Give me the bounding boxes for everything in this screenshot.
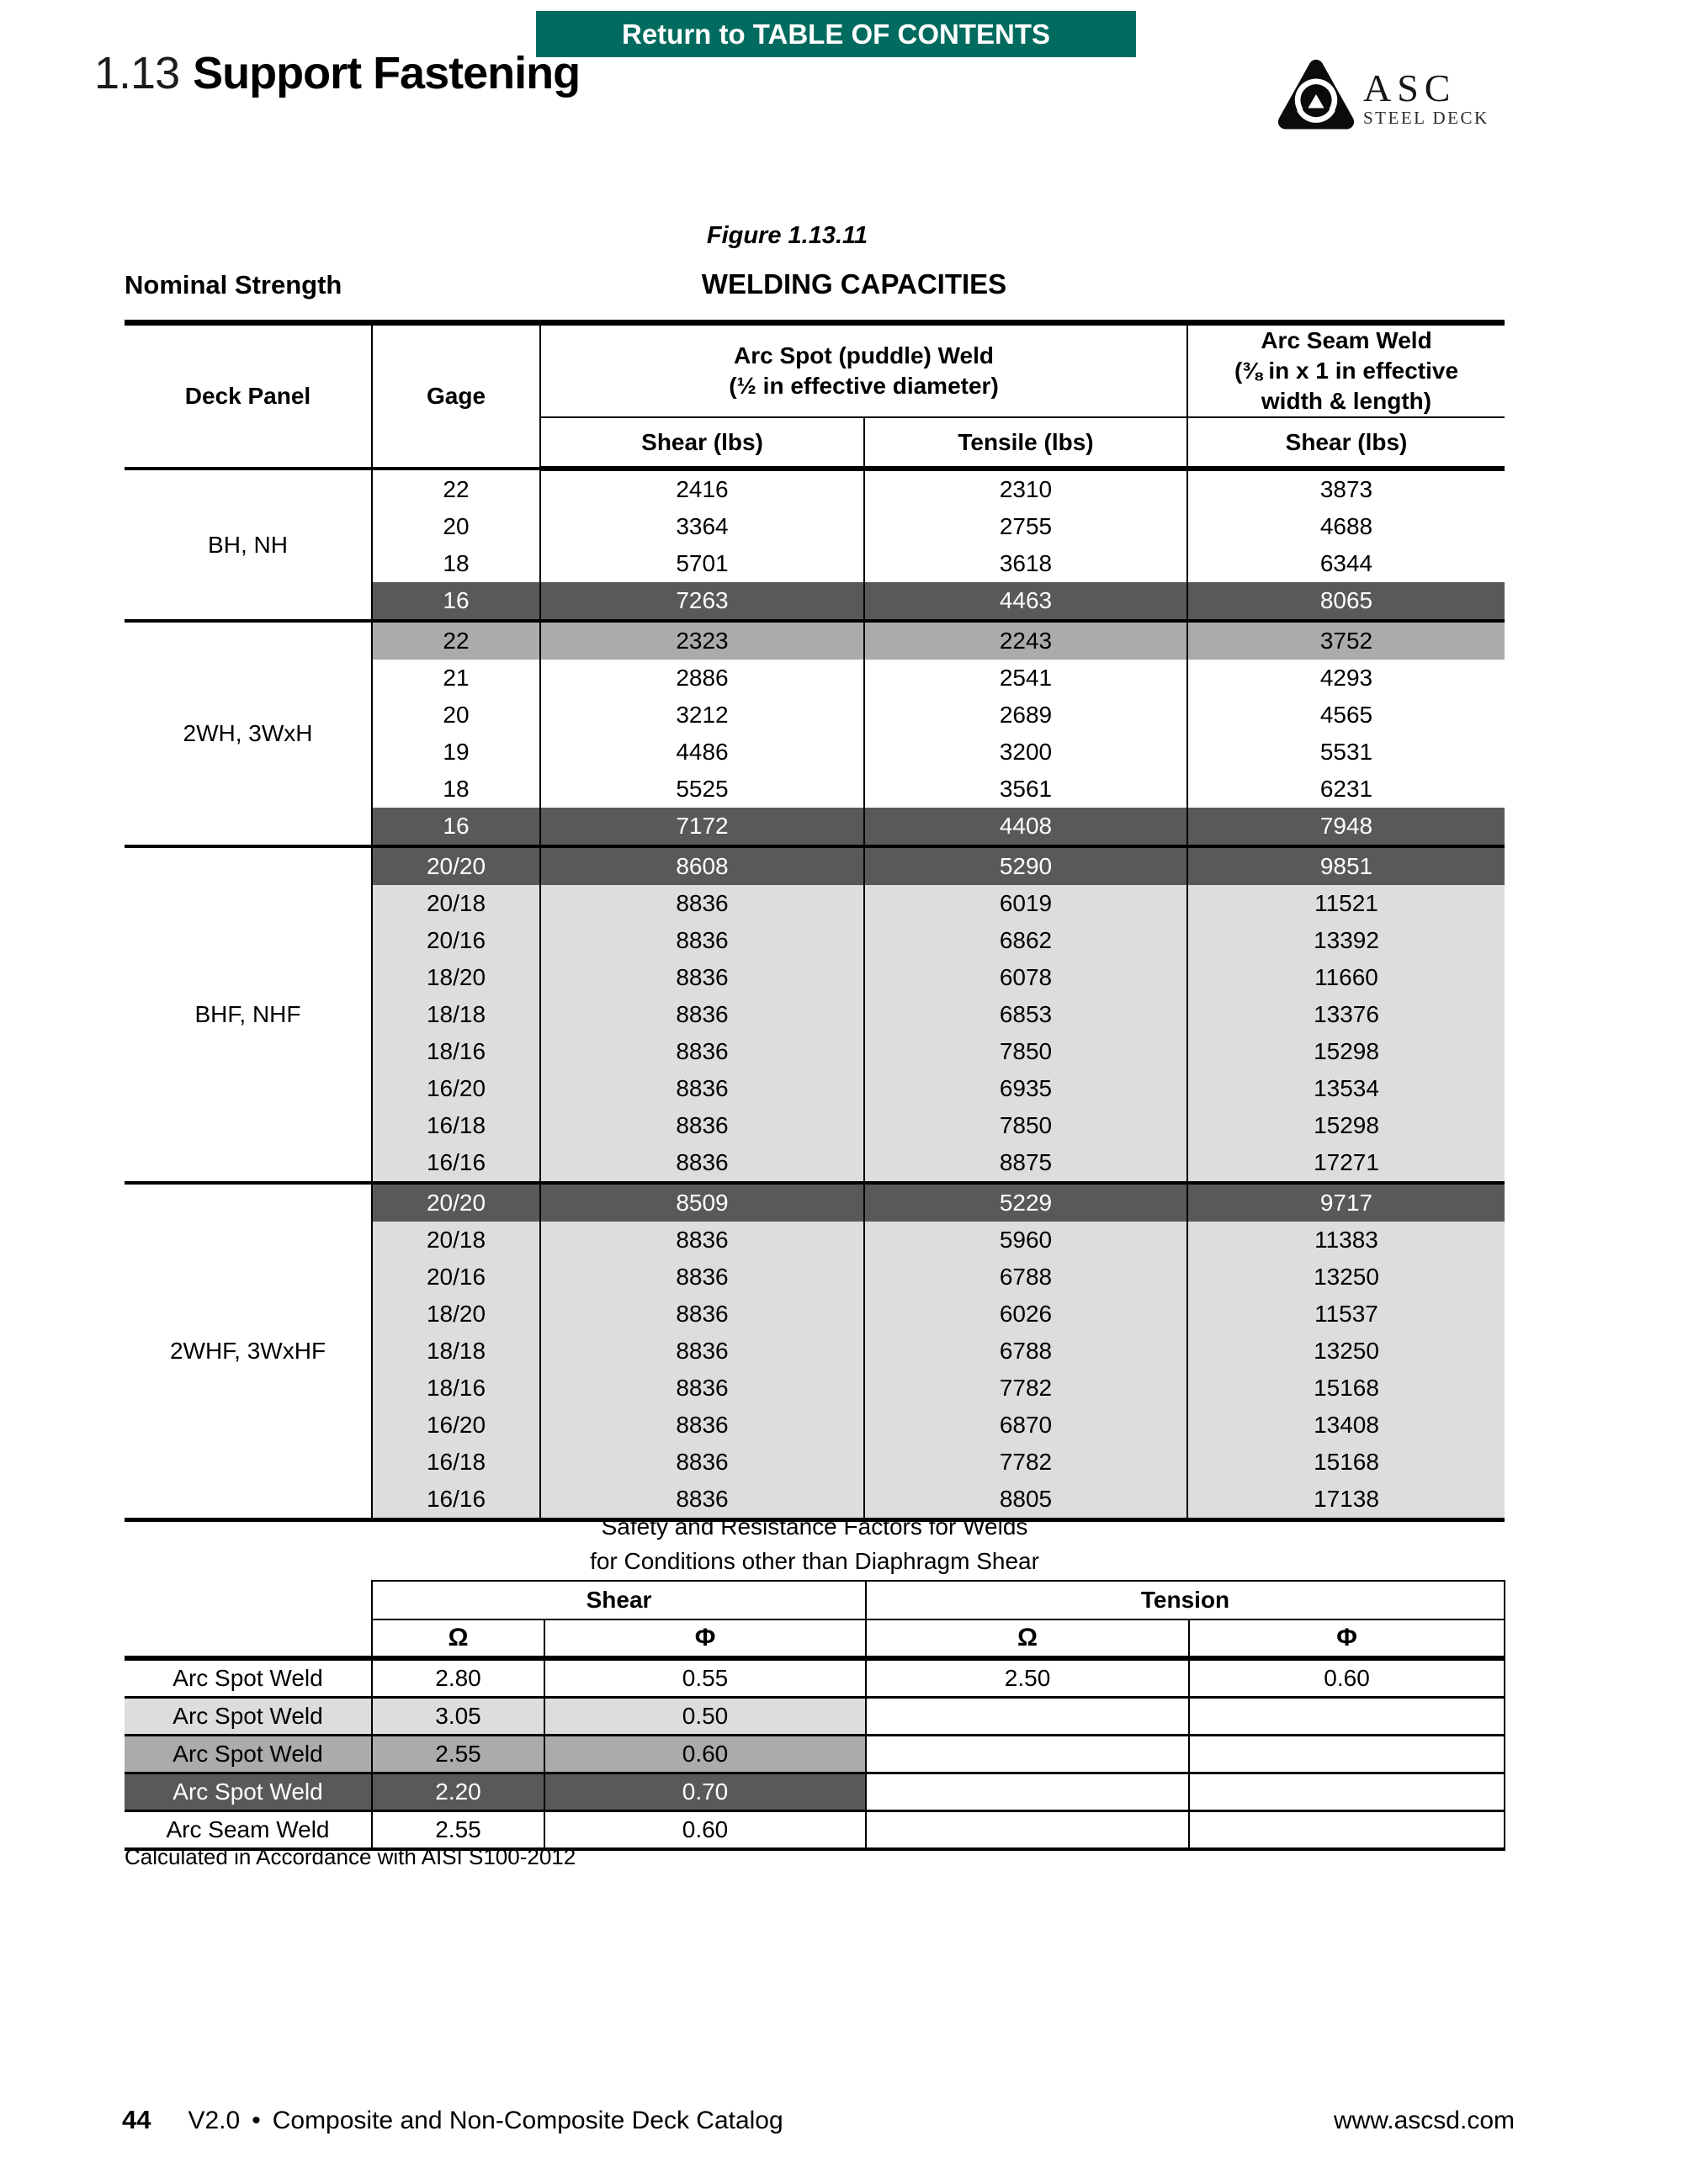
tension-phi-cell [1189, 1698, 1505, 1736]
shear-cell: 8836 [540, 1070, 864, 1107]
gage-cell: 16/16 [372, 1481, 540, 1520]
catalog-version: V2.0 [188, 2107, 241, 2134]
seam-shear-cell: 17138 [1187, 1481, 1505, 1520]
tensile-cell: 2310 [864, 469, 1187, 508]
shear-cell: 8836 [540, 959, 864, 996]
arc-seam-weld-header-line3: width & length) [1261, 388, 1432, 414]
seam-shear-cell: 6344 [1187, 545, 1505, 582]
tension-phi-cell [1189, 1736, 1505, 1773]
gage-cell: 18/16 [372, 1370, 540, 1407]
tensile-cell: 7782 [864, 1444, 1187, 1481]
shear-cell: 2886 [540, 660, 864, 697]
tensile-cell: 2689 [864, 697, 1187, 734]
shear-cell: 8836 [540, 1296, 864, 1333]
shear-cell: 8836 [540, 1407, 864, 1444]
seam-shear-cell: 6231 [1187, 771, 1505, 808]
tensile-cell: 6862 [864, 922, 1187, 959]
seam-shear-cell: 8065 [1187, 582, 1505, 621]
tensile-cell: 6026 [864, 1296, 1187, 1333]
factors-title-line2: for Conditions other than Diaphragm Shear [590, 1548, 1039, 1574]
shear-omega-cell: 2.55 [372, 1736, 544, 1773]
table-row [125, 1183, 1505, 1222]
shear-cell: 8836 [540, 1107, 864, 1144]
gage-cell: 20/18 [372, 1222, 540, 1259]
shear-cell: 8836 [540, 1333, 864, 1370]
seam-shear-cell: 15168 [1187, 1370, 1505, 1407]
catalog-name: Composite and Non-Composite Deck Catalog [272, 2107, 783, 2134]
tension-group-header: Tension [866, 1581, 1505, 1619]
gage-cell: 22 [372, 621, 540, 660]
shear-omega-cell: 3.05 [372, 1698, 544, 1736]
gage-cell: 18/16 [372, 1033, 540, 1070]
arc-seam-weld-header-line1: Arc Seam Weld [1261, 327, 1432, 353]
weld-type-cell: Arc Spot Weld [125, 1736, 372, 1773]
seam-shear-cell: 11521 [1187, 885, 1505, 922]
shear-omega-cell: 2.55 [372, 1811, 544, 1850]
nominal-strength-heading: Nominal Strength [125, 270, 342, 300]
tension-omega-cell [866, 1736, 1189, 1773]
deck-panel-cell: BH, NH [125, 469, 372, 621]
seam-shear-cell: 5531 [1187, 734, 1505, 771]
tensile-cell: 4408 [864, 808, 1187, 846]
weld-type-cell: Arc Spot Weld [125, 1658, 372, 1698]
tension-omega-cell [866, 1698, 1189, 1736]
safety-resistance-factors-table [125, 1580, 1505, 1851]
shear-cell: 8836 [540, 996, 864, 1033]
seam-shear-cell: 17271 [1187, 1144, 1505, 1183]
shear-cell: 8836 [540, 1033, 864, 1070]
tensile-cell: 7782 [864, 1370, 1187, 1407]
section-title: Support Fastening [193, 48, 581, 98]
asc-logo-name: ASC [1363, 66, 1457, 109]
gage-cell: 19 [372, 734, 540, 771]
gage-cell: 16/16 [372, 1144, 540, 1183]
seam-shear-subheader: Shear (lbs) [1187, 417, 1505, 469]
tension-omega-header: Ω [866, 1619, 1189, 1658]
arc-spot-weld-header-line2: (½ in effective diameter) [729, 373, 999, 399]
page-footer [122, 2105, 1515, 2135]
factors-row [125, 1773, 1505, 1811]
shear-omega-cell: 2.20 [372, 1773, 544, 1811]
seam-shear-cell: 15168 [1187, 1444, 1505, 1481]
shear-phi-cell: 0.70 [544, 1773, 866, 1811]
deck-panel-cell: BHF, NHF [125, 846, 372, 1183]
deck-panel-group [125, 846, 1505, 1183]
seam-shear-cell: 11660 [1187, 959, 1505, 996]
shear-cell: 8608 [540, 846, 864, 885]
seam-shear-cell: 4688 [1187, 508, 1505, 545]
tensile-cell: 2755 [864, 508, 1187, 545]
tension-phi-cell [1189, 1773, 1505, 1811]
weld-type-cell: Arc Spot Weld [125, 1773, 372, 1811]
tension-phi-header: Φ [1189, 1619, 1505, 1658]
tensile-cell: 8875 [864, 1144, 1187, 1183]
tensile-cell: 3561 [864, 771, 1187, 808]
shear-cell: 8836 [540, 1144, 864, 1183]
weld-type-cell: Arc Spot Weld [125, 1698, 372, 1736]
arc-spot-weld-header [540, 323, 1187, 418]
shear-phi-cell: 0.50 [544, 1698, 866, 1736]
gage-cell: 18/18 [372, 1333, 540, 1370]
seam-shear-cell: 15298 [1187, 1107, 1505, 1144]
tensile-cell: 6078 [864, 959, 1187, 996]
welding-capacities-heading: WELDING CAPACITIES [701, 268, 1007, 300]
shear-cell: 8836 [540, 1222, 864, 1259]
deck-panel-cell: 2WH, 3WxH [125, 621, 372, 846]
shear-cell: 7172 [540, 808, 864, 846]
gage-cell: 18/18 [372, 996, 540, 1033]
shear-cell: 5525 [540, 771, 864, 808]
factors-corner-blank [125, 1619, 372, 1658]
shear-cell: 3212 [540, 697, 864, 734]
tensile-cell: 6019 [864, 885, 1187, 922]
asc-logo [1276, 57, 1489, 138]
tensile-cell: 6870 [864, 1407, 1187, 1444]
website-link[interactable]: www.ascsd.com [1333, 2107, 1515, 2134]
section-number: 1.13 [94, 48, 180, 98]
seam-shear-cell: 13376 [1187, 996, 1505, 1033]
tensile-cell: 5960 [864, 1222, 1187, 1259]
gage-cell: 18 [372, 771, 540, 808]
shear-cell: 8836 [540, 1370, 864, 1407]
weld-type-cell: Arc Seam Weld [125, 1811, 372, 1850]
gage-cell: 21 [372, 660, 540, 697]
seam-shear-cell: 13408 [1187, 1407, 1505, 1444]
seam-shear-cell: 11383 [1187, 1222, 1505, 1259]
shear-phi-cell: 0.55 [544, 1658, 866, 1698]
seam-shear-cell: 13534 [1187, 1070, 1505, 1107]
deck-panel-group [125, 621, 1505, 846]
tensile-cell: 2541 [864, 660, 1187, 697]
page-title [94, 47, 580, 99]
shear-omega-header: Ω [372, 1619, 544, 1658]
tensile-cell: 3618 [864, 545, 1187, 582]
gage-cell: 20/20 [372, 846, 540, 885]
tensile-cell: 8805 [864, 1481, 1187, 1520]
shear-cell: 8836 [540, 922, 864, 959]
deck-panel-group [125, 469, 1505, 621]
arc-seam-weld-header-line2: (⅜ in x 1 in effective [1234, 358, 1459, 384]
seam-shear-cell: 9717 [1187, 1183, 1505, 1222]
gage-cell: 16/20 [372, 1407, 540, 1444]
gage-cell: 20 [372, 508, 540, 545]
table-row [125, 469, 1505, 508]
seam-shear-cell: 3752 [1187, 621, 1505, 660]
factors-table-title [125, 1509, 1505, 1578]
gage-cell: 20 [372, 697, 540, 734]
shear-subheader: Shear (lbs) [540, 417, 864, 469]
footnote: Calculated in Accordance with AISI S100-2012 [125, 1844, 576, 1869]
tensile-cell: 2243 [864, 621, 1187, 660]
tension-phi-cell: 0.60 [1189, 1658, 1505, 1698]
seam-shear-cell: 15298 [1187, 1033, 1505, 1070]
gage-cell: 20/16 [372, 1259, 540, 1296]
shear-cell: 2323 [540, 621, 864, 660]
shear-group-header: Shear [372, 1581, 866, 1619]
seam-shear-cell: 4293 [1187, 660, 1505, 697]
shear-phi-cell: 0.60 [544, 1811, 866, 1850]
seam-shear-cell: 13250 [1187, 1259, 1505, 1296]
factors-row [125, 1658, 1505, 1698]
shear-cell: 8509 [540, 1183, 864, 1222]
shear-cell: 8836 [540, 1259, 864, 1296]
shear-cell: 4486 [540, 734, 864, 771]
gage-header: Gage [372, 323, 540, 469]
tension-phi-cell [1189, 1811, 1505, 1850]
gage-cell: 16/20 [372, 1070, 540, 1107]
tensile-cell: 6853 [864, 996, 1187, 1033]
deck-panel-group [125, 1183, 1505, 1520]
seam-shear-cell: 7948 [1187, 808, 1505, 846]
deck-panel-cell: 2WHF, 3WxHF [125, 1183, 372, 1520]
factors-title-line1: Safety and Resistance Factors for Welds [601, 1513, 1028, 1540]
tension-omega-cell: 2.50 [866, 1658, 1189, 1698]
welding-capacities-table [125, 320, 1505, 1522]
gage-cell: 20/16 [372, 922, 540, 959]
shear-omega-cell: 2.80 [372, 1658, 544, 1698]
deck-panel-header: Deck Panel [184, 383, 311, 409]
seam-shear-cell: 3873 [1187, 469, 1505, 508]
shear-cell: 8836 [540, 885, 864, 922]
tension-omega-cell [866, 1811, 1189, 1850]
gage-cell: 18/20 [372, 959, 540, 996]
shear-cell: 8836 [540, 1444, 864, 1481]
seam-shear-cell: 11537 [1187, 1296, 1505, 1333]
tensile-cell: 6935 [864, 1070, 1187, 1107]
tensile-cell: 7850 [864, 1107, 1187, 1144]
shear-cell: 3364 [540, 508, 864, 545]
shear-phi-cell: 0.60 [544, 1736, 866, 1773]
table-row [125, 621, 1505, 660]
seam-shear-cell: 13392 [1187, 922, 1505, 959]
shear-cell: 2416 [540, 469, 864, 508]
tensile-cell: 4463 [864, 582, 1187, 621]
tensile-cell: 7850 [864, 1033, 1187, 1070]
page-number: 44 [122, 2105, 151, 2134]
tensile-subheader: Tensile (lbs) [864, 417, 1187, 469]
gage-cell: 18 [372, 545, 540, 582]
gage-cell: 20/20 [372, 1183, 540, 1222]
gage-cell: 16 [372, 808, 540, 846]
tension-omega-cell [866, 1773, 1189, 1811]
gage-cell: 16 [372, 582, 540, 621]
tensile-cell: 3200 [864, 734, 1187, 771]
table-row [125, 846, 1505, 885]
return-to-toc-button[interactable]: Return to TABLE OF CONTENTS [536, 11, 1136, 57]
asc-logo-subname: STEEL DECK [1363, 107, 1489, 128]
tensile-cell: 5229 [864, 1183, 1187, 1222]
gage-cell: 16/18 [372, 1107, 540, 1144]
figure-caption: Figure 1.13.11 [706, 222, 868, 249]
arc-spot-weld-header-line1: Arc Spot (puddle) Weld [733, 342, 995, 368]
gage-cell: 16/18 [372, 1444, 540, 1481]
factors-row [125, 1698, 1505, 1736]
shear-cell: 7263 [540, 582, 864, 621]
tensile-cell: 6788 [864, 1259, 1187, 1296]
arc-seam-weld-header [1187, 323, 1505, 418]
shear-cell: 5701 [540, 545, 864, 582]
factors-corner-blank [125, 1581, 372, 1619]
shear-phi-header: Φ [544, 1619, 866, 1658]
asc-logo-text [1363, 66, 1489, 128]
seam-shear-cell: 13250 [1187, 1333, 1505, 1370]
footer-bullet: • [252, 2107, 261, 2134]
gage-cell: 22 [372, 469, 540, 508]
gage-cell: 18/20 [372, 1296, 540, 1333]
seam-shear-cell: 9851 [1187, 846, 1505, 885]
asc-logo-icon [1276, 57, 1356, 138]
tensile-cell: 6788 [864, 1333, 1187, 1370]
shear-cell: 8836 [540, 1481, 864, 1520]
seam-shear-cell: 4565 [1187, 697, 1505, 734]
gage-cell: 20/18 [372, 885, 540, 922]
factors-row [125, 1736, 1505, 1773]
tensile-cell: 5290 [864, 846, 1187, 885]
